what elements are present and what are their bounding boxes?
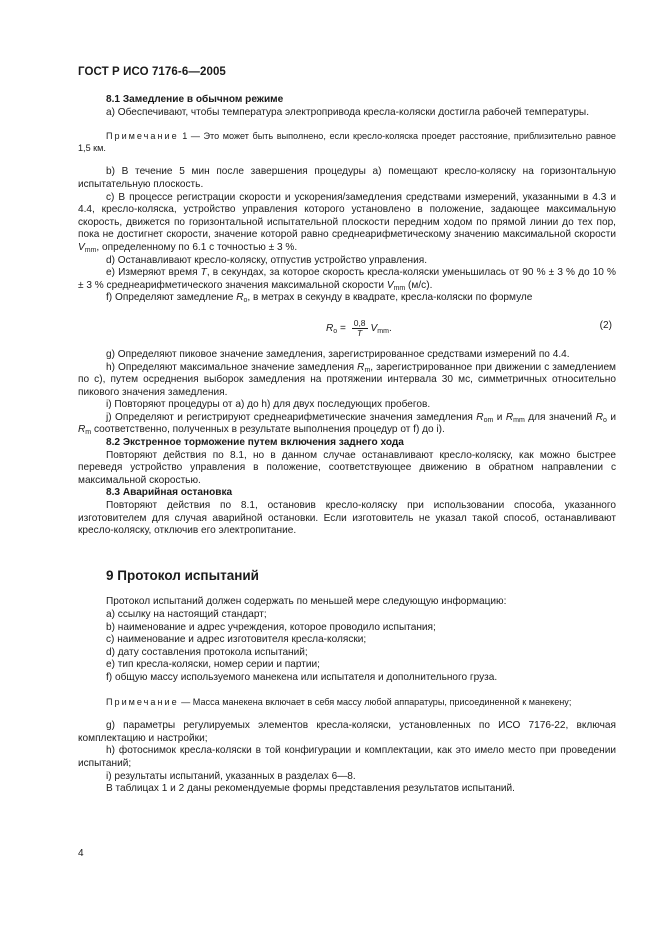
section-8-3-heading: 8.3 Аварийная остановка bbox=[106, 487, 233, 499]
list-item: e) тип кресла-коляски, номер серии и партии; bbox=[106, 659, 320, 671]
section-9-closing: В таблицах 1 и 2 даны рекомендуемые формы представления результатов испытаний. bbox=[106, 783, 515, 795]
subscript: o bbox=[603, 416, 607, 424]
formula-number: (2) bbox=[599, 319, 612, 331]
symbol-v: V bbox=[78, 241, 85, 253]
symbol-r: R bbox=[505, 411, 514, 423]
formula-expression bbox=[326, 319, 392, 338]
note-text: — Масса манекена включает в себя массу любой аппаратуры, присоединенной к манекену; bbox=[178, 696, 572, 707]
fraction-denominator: T bbox=[357, 327, 363, 338]
list-item: g) параметры регулируемых элементов кресла-коляски, установленных по ИСО 7176-22, включая комплектацию и настройки; bbox=[78, 720, 616, 744]
note-label: Примечание bbox=[106, 696, 179, 707]
note-8-1 bbox=[78, 131, 616, 154]
note-9 bbox=[78, 697, 616, 709]
text-run: , зарегистрированное при движении с замедлением по с), путем осреднения выборок замедления на протяжении интервала 30 мс, симметричных относительно пикового значения замедления. bbox=[78, 361, 616, 398]
formula-fraction bbox=[352, 319, 368, 338]
subscript: mm bbox=[84, 246, 97, 254]
formula-2 bbox=[78, 313, 616, 343]
list-item: d) дату составления протокола испытаний; bbox=[106, 646, 308, 658]
section-8-2-heading: 8.2 Экстренное торможение путем включения заднего хода bbox=[106, 437, 404, 449]
list-item: h) фотоснимок кресла-коляски в той конфигурации и комплектации, как это имело место при проведении испытаний; bbox=[78, 745, 616, 769]
symbol-t: T bbox=[200, 267, 207, 279]
page-number: 4 bbox=[78, 848, 84, 859]
item-8-1-g: g) Определяют пиковое значение замедления, зарегистрированное средствами измерений по 4.4. bbox=[106, 348, 570, 360]
formula-equals: = bbox=[337, 323, 349, 335]
formula-lhs: R bbox=[326, 323, 334, 335]
subscript: m bbox=[364, 366, 371, 374]
text-run: и bbox=[493, 411, 506, 423]
running-header: ГОСТ Р ИСО 7176-6—2005 bbox=[78, 66, 226, 78]
item-8-1-j bbox=[78, 412, 616, 437]
symbol-r: R bbox=[236, 292, 244, 304]
list-item: b) наименование и адрес учреждения, которое проводило испытания; bbox=[106, 621, 436, 633]
section-9-heading: 9 Протокол испытаний bbox=[106, 567, 259, 583]
section-8-1-heading: 8.1 Замедление в обычном режиме bbox=[106, 94, 284, 105]
item-8-1-f bbox=[78, 292, 616, 305]
list-item: i) результаты испытаний, указанных в разделах 6—8. bbox=[106, 770, 356, 782]
fraction-numerator: 0,8 bbox=[353, 317, 366, 328]
item-8-1-d: d) Останавливают кресло-коляску, отпустив устройство управления. bbox=[106, 254, 428, 266]
text-run: e) Измеряют время bbox=[106, 267, 201, 279]
list-item: f) общую массу используемого манекена или испытателя и дополнительного груза. bbox=[106, 671, 498, 683]
item-8-1-e bbox=[78, 267, 616, 292]
text-run: для значений bbox=[524, 411, 596, 423]
text-run: и bbox=[606, 411, 617, 423]
text-run: , определенному по 6.1 с точностью ± 3 %. bbox=[96, 241, 298, 253]
item-8-1-a: a) Обеспечивают, чтобы температура электропривода кресла-коляски достигла рабочей температуры. bbox=[106, 106, 589, 118]
subscript: om bbox=[483, 416, 494, 424]
subscript: mm bbox=[513, 416, 525, 424]
formula-end: . bbox=[388, 323, 392, 335]
subscript: o bbox=[333, 328, 338, 336]
symbol-r: R bbox=[78, 424, 86, 436]
note-label: Примечание bbox=[106, 131, 179, 142]
page-content bbox=[78, 94, 616, 796]
list-item: a) ссылку на настоящий стандарт; bbox=[106, 609, 267, 620]
item-8-1-b: b) В течение 5 мин после завершения процедуры a) помещают кресло-коляску на горизонтальную испытательную плоскость. bbox=[78, 166, 616, 190]
symbol-r: R bbox=[476, 411, 484, 423]
symbol-r: R bbox=[595, 411, 604, 423]
text-run: h) Определяют максимальное значение замедления bbox=[106, 361, 358, 373]
text-run: j) Определяют и регистрируют среднеарифметические значения замедления bbox=[106, 411, 477, 423]
section-9-intro: Протокол испытаний должен содержать по меньшей мере следующую информацию: bbox=[106, 596, 507, 608]
text-run: соответственно, полученных в результате выполнения процедур от f) до i). bbox=[91, 424, 445, 436]
text-run: (м/с). bbox=[405, 279, 433, 291]
section-8-3-text: Повторяют действия по 8.1, остановив кресло-коляску при использовании способа, указанного изготовителем для случая аварийной остановки. Если изготовитель не указал такой способ, останавливают кресло-коляску, отключив его электропитание. bbox=[78, 500, 616, 537]
section-8-2-text: Повторяют действия по 8.1, но в данном случае останавливают кресло-коляску, как можно быстрее переведя устройство управления в положение, соответствующее движению в обратном направлении с максимальной скоростью. bbox=[78, 449, 616, 486]
item-8-1-h bbox=[78, 362, 616, 400]
list-item: c) наименование и адрес изготовителя кресла-коляски; bbox=[106, 634, 367, 646]
note-text: 1 — Это может быть выполнено, если кресло-коляска проедет расстояние, приблизительно равное 1,5 км. bbox=[78, 131, 616, 153]
symbol-v: V bbox=[386, 279, 394, 291]
text-run: , в секундах, за которое скорость кресла-коляски уменьшилась от 90 % ± 3 % до 10 % ± 3 % среднеарифметического значения максимальной скорости bbox=[78, 267, 616, 291]
subscript: mm bbox=[377, 328, 389, 336]
item-8-1-i: i) Повторяют процедуры от a) до h) для двух последующих пробегов. bbox=[106, 399, 431, 411]
text-run: f) Определяют замедление bbox=[106, 292, 237, 304]
text-run: c) В процессе регистрации скорости и ускорения/замедления средствами измерений, указанными в 4.3 и 4.4, кресло-коляска, устройство управления которого установлено в положение, задающее максимальную скорость, движется по горизонтальной испытательной плоскости передним ходом по прямой линии до тех пор, пока не достигнет скорости, значение которой равно среднеарифметическому значению максимальной скорости bbox=[78, 191, 616, 241]
symbol-r: R bbox=[357, 361, 365, 373]
subscript: m bbox=[85, 429, 92, 437]
formula-rhs: V bbox=[370, 323, 378, 335]
text-run: , в метрах в секунду в квадрате, кресла-коляски по формуле bbox=[247, 292, 533, 304]
subscript: mm bbox=[393, 284, 406, 292]
item-8-1-c bbox=[78, 192, 616, 255]
subscript: o bbox=[243, 297, 248, 305]
